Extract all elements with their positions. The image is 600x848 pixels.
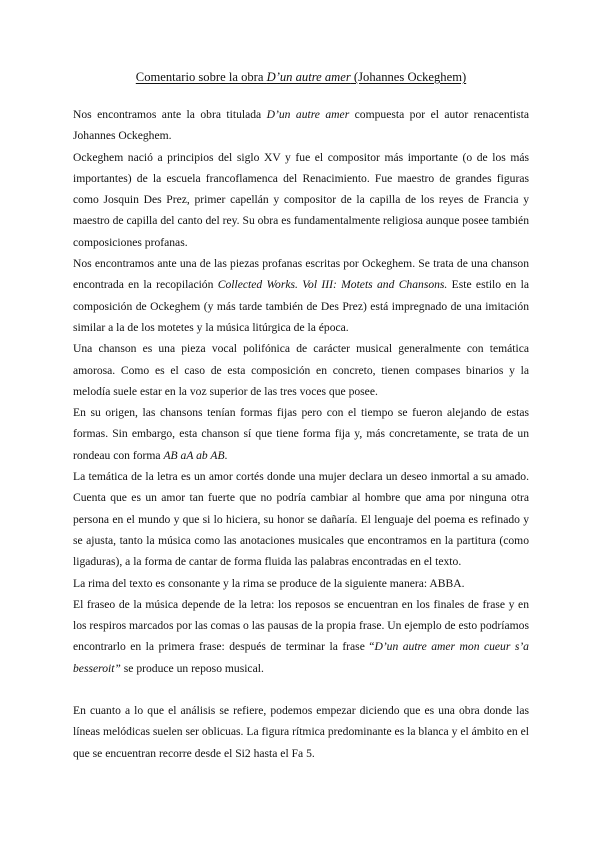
- document-title: [73, 70, 529, 85]
- p8-quoted-phrase: D’un autre amer mon cueur s’a besseroit”: [73, 640, 529, 675]
- paragraph-gap: [73, 679, 529, 700]
- title-work: D’un autre amer: [266, 70, 351, 84]
- p3-collection-title: Collected Works. Vol III: Motets and Chansons.: [217, 278, 448, 292]
- paragraph-chanson-definition: Una chanson es una pieza vocal polifónica de carácter musical generalmente con temática amorosa. Como es el caso de esta composición en concreto, tienen compases binarios y la melodía suele estar en la voz superior de las tres voces que posee.: [73, 342, 529, 398]
- paragraph-analysis: En cuanto a lo que el análisis se refiere, podemos empezar diciendo que es una obra donde las líneas melódicas suelen ser oblicuas. La figura rítmica predominante es la blanca y el ámbito en el que se encuentran recorre desde el Si2 hasta el Fa 5.: [73, 704, 529, 760]
- p1-text-a: Nos encontramos ante la obra titulada: [73, 108, 267, 121]
- paragraph-form: [73, 402, 529, 466]
- p8-text-c: se produce un reposo musical.: [120, 661, 264, 675]
- p1-text-c: compuesta por el autor renacentista Johannes Ockeghem.: [73, 108, 530, 143]
- title-prefix: Comentario sobre la obra: [135, 70, 267, 84]
- paragraph-source: [73, 253, 529, 338]
- paragraph-rhyme: La rima del texto es consonante y la rima se produce de la siguiente manera: ABBA.: [73, 576, 465, 590]
- title-suffix: (Johannes Ockeghem): [350, 70, 467, 84]
- document-page: [73, 70, 529, 764]
- p8-text-a: El fraseo de la música depende de la letra: los reposos se encuentran en los finales de frase y en los respiros marcados por las comas o las pausas de la propia frase. Un ejemplo de esto podríamos encontrarlo en la primera frase: después de terminar la frase “: [73, 597, 529, 654]
- paragraph-intro: [73, 104, 529, 147]
- paragraph-theme: La temática de la letra es un amor cortés donde una mujer declara un deseo inmortal a su amado. Cuenta que es un amor tan fuerte que no podría cambiar al hombre que ama por ninguna otra persona en el mundo y que si lo hiciera, su honor se dañaría. El lenguaje del poema es refinado y se ajusta, tanto la música como las anotaciones musicales que encontramos en la partitura (como ligaduras), a la forma de cantar de forma fluida las palabras encontradas en el texto.: [73, 470, 529, 569]
- p3-text-c: Este estilo en la composición de Ockeghem (y más tarde también de Des Prez) está impregnado de una imitación similar a la de los motetes y la música litúrgica de la época.: [73, 278, 529, 334]
- p5-text-c: .: [224, 448, 228, 462]
- paragraph-phrasing: [73, 594, 529, 679]
- paragraph-biography: Ockeghem nació a principios del siglo XV y fue el compositor más importante (o de los más importantes) de la escuela francoflamenca del Renacimiento. Fue maestro de grandes figuras como Josquin Des Prez, primer capellán y compositor de la capilla de los reyes de Francia y maestro de capilla del canto del rey. Su obra es fundamentalmente religiosa aunque posee también composiciones profanas.: [73, 150, 529, 249]
- p5-form-scheme: AB aA ab AB: [163, 448, 225, 462]
- p3-text-a: Nos encontramos ante una de las piezas profanas escritas por Ockeghem. Se trata de una chanson encontrada en la recopilación: [73, 257, 529, 292]
- p5-text-a: En su origen, las chansons tenían formas fijas pero con el tiempo se fueron alejando de estas formas. Sin embargo, esta chanson sí que tiene forma fija y, más concretamente, se trata de un rondeau con forma: [73, 406, 529, 462]
- p1-work-title: D’un autre amer: [266, 108, 350, 121]
